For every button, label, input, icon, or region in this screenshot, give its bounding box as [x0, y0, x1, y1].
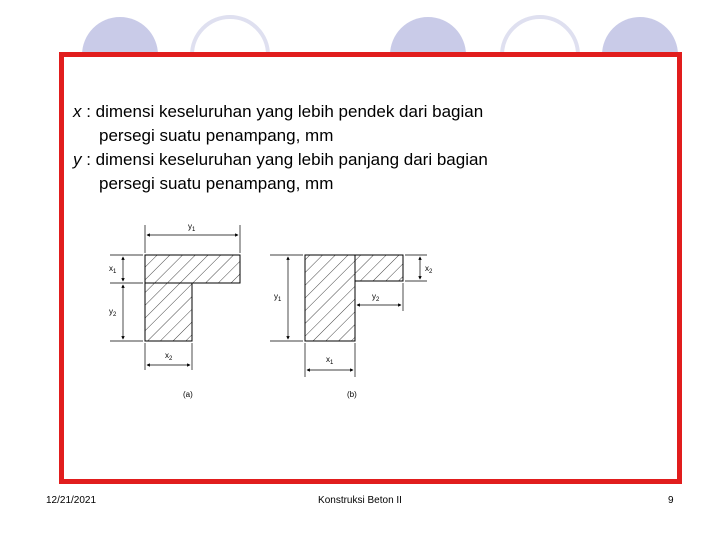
caption-b: (b)	[347, 390, 357, 399]
flange-a	[145, 255, 240, 283]
definition-x: x : dimensi keseluruhan yang lebih pendek dari bagian	[73, 102, 484, 121]
label-y2-a: $y_2$	[109, 307, 117, 318]
page-number: 9	[668, 495, 674, 506]
label-x2-b: $x_2$	[425, 264, 433, 275]
label-y2-b: $y_2$	[372, 292, 380, 303]
section-diagram	[95, 215, 455, 405]
web-a	[145, 283, 192, 341]
definitions	[73, 100, 663, 196]
definition-x-cont: persegi suatu penampang, mm	[99, 126, 334, 145]
definition-y: y : dimensi keseluruhan yang lebih panjang dari bagian	[73, 150, 488, 169]
footer-title: Konstruksi Beton II	[318, 495, 402, 506]
label-x2-a: $x_2$	[165, 351, 173, 362]
footer-date: 12/21/2021	[46, 495, 97, 506]
definition-y-cont: persegi suatu penampang, mm	[99, 174, 334, 193]
caption-a: (a)	[183, 390, 193, 399]
label-x1-b: $x_1$	[326, 355, 334, 366]
label-x1-a: $x_1$	[109, 264, 117, 275]
diagram-b	[270, 255, 433, 399]
web-b	[305, 255, 355, 341]
label-y1-a: $y_1$	[188, 222, 196, 233]
flange-b	[355, 255, 403, 281]
diagram-a	[109, 222, 240, 399]
label-y1-b: $y_1$	[274, 292, 282, 303]
